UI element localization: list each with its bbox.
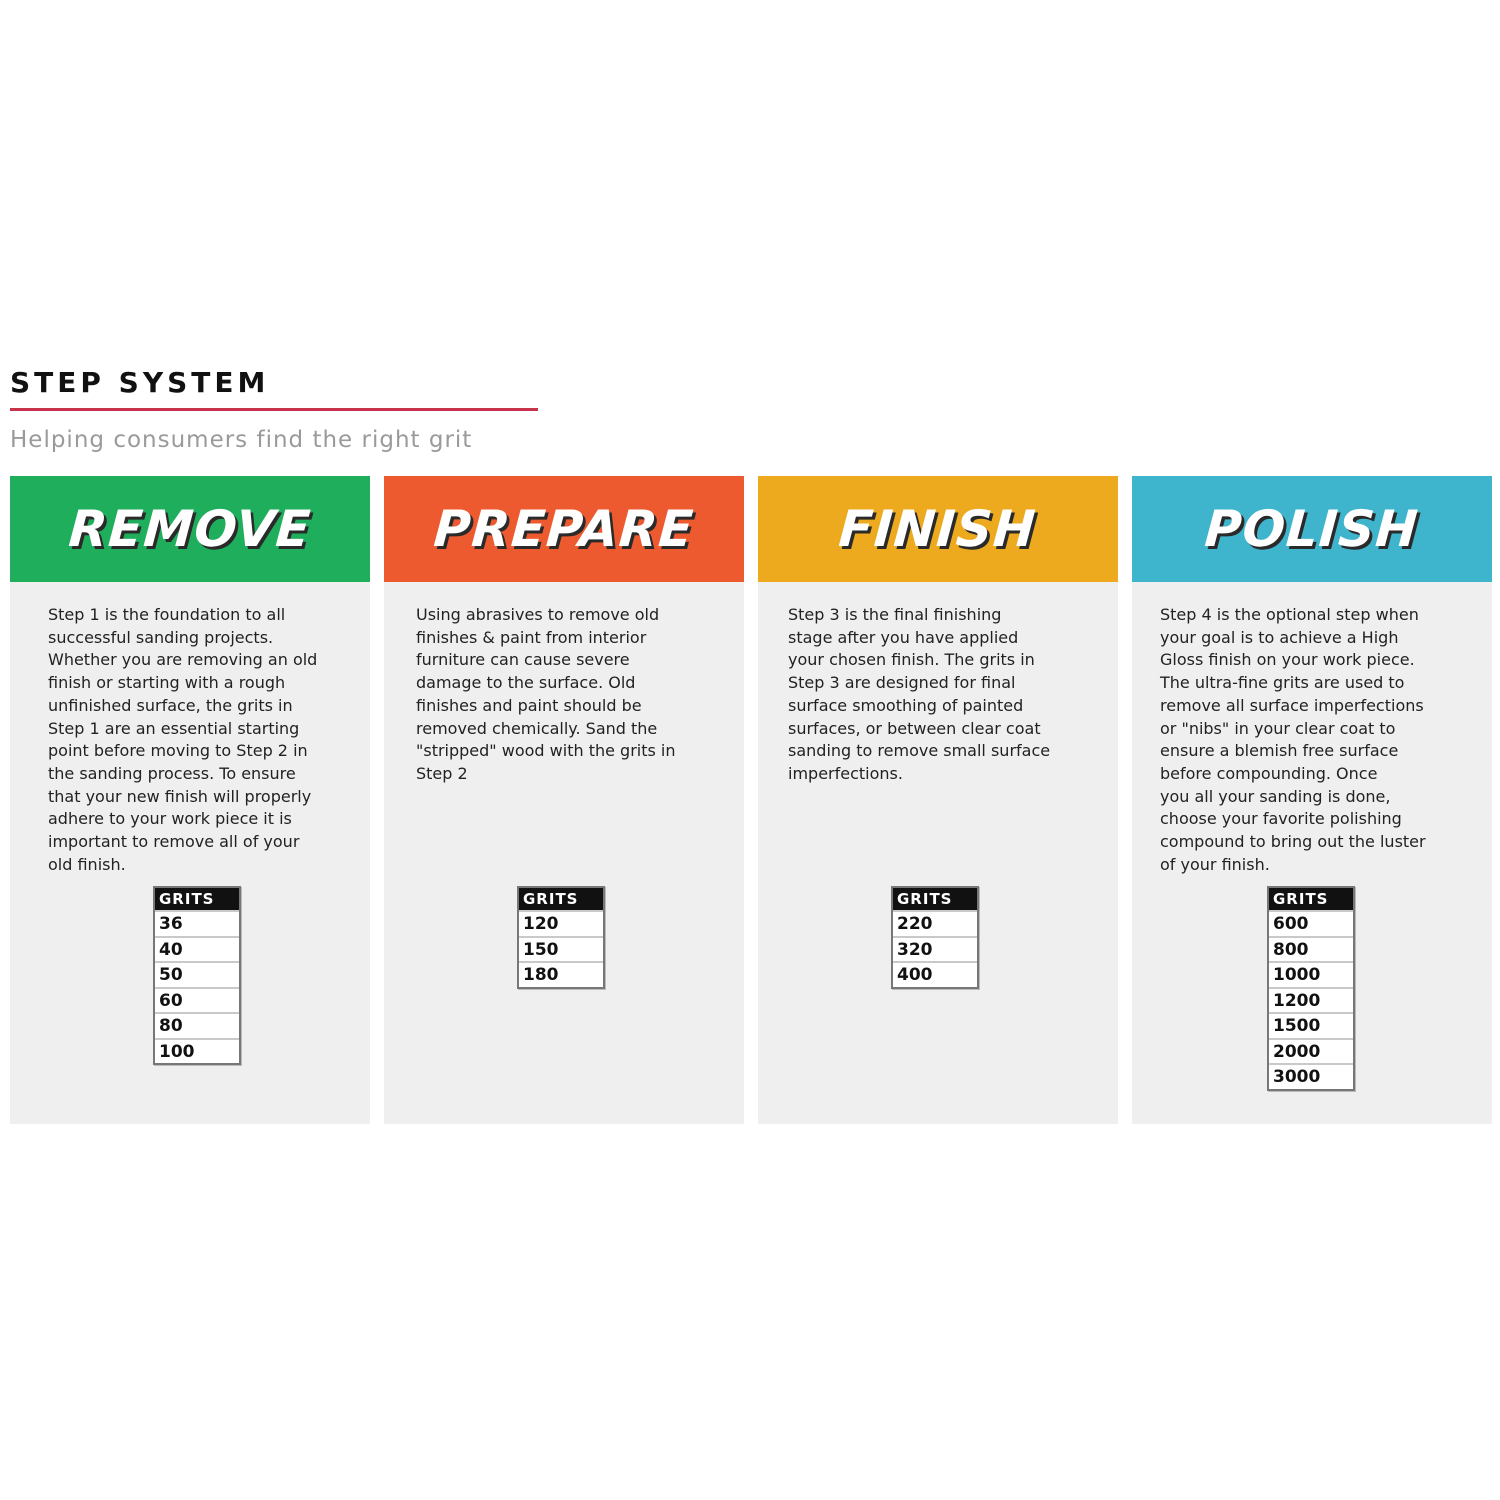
grit-row: 150 <box>519 936 603 962</box>
header <box>10 366 550 453</box>
grit-row: 800 <box>1269 936 1353 962</box>
grit-row: 120 <box>519 910 603 936</box>
grits-table-header: GRITS <box>1269 888 1353 910</box>
grit-row: 40 <box>155 936 239 962</box>
step-card-header <box>758 476 1118 582</box>
grit-row: 180 <box>519 961 603 987</box>
step-description: Step 3 is the final finishing stage after you have applied your chosen finish. The grits in Step 3 are designed for final surface smoothing of painted surfaces, or between clear coat sanding to remove small surface imperfections. <box>788 605 1051 783</box>
step-card-body <box>1132 582 1492 872</box>
page-title: STEP SYSTEM <box>10 366 270 399</box>
step-label: FINISH <box>837 500 1039 558</box>
step-description: Step 1 is the foundation to all successful sanding projects. Whether you are removing an old finish or starting with a rough unfinished surface, the grits in Step 1 are an essential starting point before moving to Step 2 in the sanding process. To ensure that your new finish will properly adhere to your work piece it is important to remove all of your old finish. <box>48 605 318 874</box>
step-card-remove <box>10 476 370 1124</box>
grits-table <box>153 886 241 1065</box>
grit-row: 2000 <box>1269 1038 1353 1064</box>
grit-row: 60 <box>155 987 239 1013</box>
grit-row: 1000 <box>1269 961 1353 987</box>
grit-row: 220 <box>893 910 977 936</box>
step-card-header <box>10 476 370 582</box>
step-card-body <box>758 582 1118 872</box>
grit-row: 3000 <box>1269 1063 1353 1089</box>
grits-table-header: GRITS <box>519 888 603 910</box>
step-label: REMOVE <box>66 500 314 558</box>
grit-row: 50 <box>155 961 239 987</box>
step-label: POLISH <box>1203 500 1421 558</box>
step-cards <box>10 476 1492 1124</box>
grits-table-header: GRITS <box>893 888 977 910</box>
grit-row: 400 <box>893 961 977 987</box>
grit-row: 36 <box>155 910 239 936</box>
step-card-prepare <box>384 476 744 1124</box>
step-card-body <box>384 582 744 872</box>
grit-row: 80 <box>155 1012 239 1038</box>
grits-table <box>517 886 605 989</box>
grits-table-header: GRITS <box>155 888 239 910</box>
step-card-header <box>384 476 744 582</box>
step-card-body <box>10 582 370 872</box>
grit-row: 100 <box>155 1038 239 1064</box>
step-card-header <box>1132 476 1492 582</box>
step-label: PREPARE <box>432 500 696 558</box>
grit-row: 1500 <box>1269 1012 1353 1038</box>
grits-table <box>1267 886 1355 1091</box>
step-card-polish <box>1132 476 1492 1124</box>
step-description: Using abrasives to remove old finishes & paint from interior furniture can cause severe damage to the surface. Old finishes and paint should be removed chemically. Sand the "stripped" wood with the grits in Step 2 <box>416 605 676 783</box>
grits-table <box>891 886 979 989</box>
grit-row: 600 <box>1269 910 1353 936</box>
grit-row: 320 <box>893 936 977 962</box>
page-subtitle: Helping consumers find the right grit <box>10 427 473 453</box>
title-underline <box>10 408 538 411</box>
step-description: Step 4 is the optional step when your goal is to achieve a High Gloss finish on your work piece. The ultra-fine grits are used to remove all surface imperfections or "nibs" in your clear coat to ensure a blemish free surface before compounding. Once you all your sanding is done, choose your favorite polishing compound to bring out the luster of your finish. <box>1160 605 1426 874</box>
grit-row: 1200 <box>1269 987 1353 1013</box>
step-card-finish <box>758 476 1118 1124</box>
